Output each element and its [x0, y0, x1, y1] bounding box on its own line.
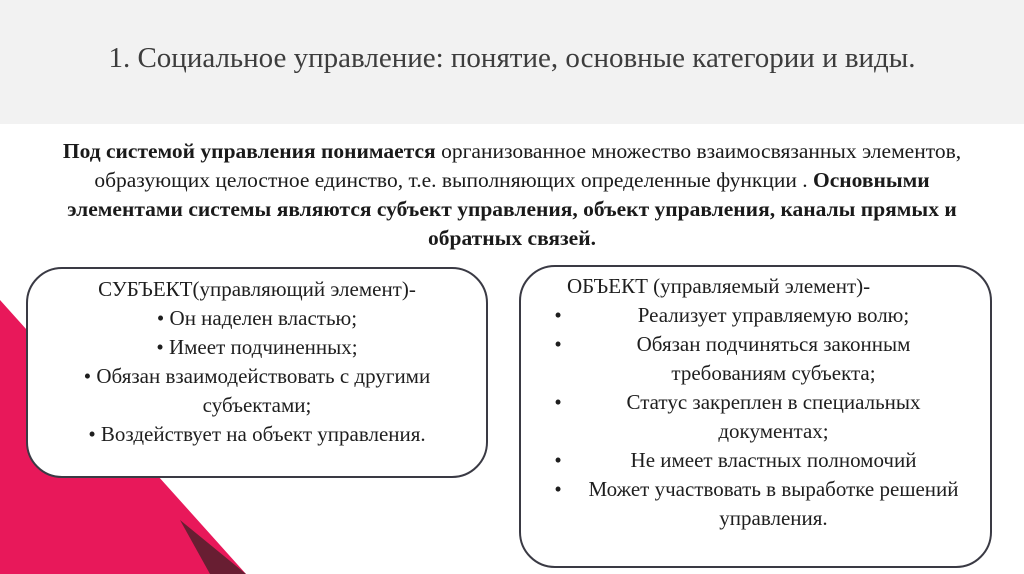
object-item-text: Может участвовать в выработке решений управления.: [588, 477, 959, 530]
slide-title: 1. Социальное управление: понятие, основные категории и виды.: [108, 42, 916, 74]
bullet-icon: •: [554, 477, 562, 501]
object-item: [543, 446, 968, 475]
subject-item: • Обязан взаимодействовать с другими субъектами;: [83, 364, 431, 417]
definition-body: организованное множество взаимосвязанных элементов, образующих целостное единство, т.е. выполняющих определенные функции .: [94, 139, 962, 192]
object-list: [543, 301, 968, 533]
definition-paragraph: [52, 137, 972, 253]
subject-item: • Воздействует на объект управления.: [88, 422, 426, 446]
subject-item: • Он наделен властью;: [156, 306, 358, 330]
bullet-icon: •: [554, 390, 562, 414]
object-item: [543, 388, 968, 446]
bullet-icon: •: [554, 448, 562, 472]
object-item-text: Реализует управляемую волю;: [637, 303, 910, 327]
object-item: [543, 301, 968, 330]
definition-bold-lead: Под системой управления понимается: [62, 139, 436, 163]
subject-list: [44, 304, 470, 449]
subject-box: [26, 267, 488, 478]
bullet-icon: •: [554, 332, 562, 356]
object-item-text: Обязан подчиняться законным требованиям субъекта;: [636, 332, 911, 385]
object-item-text: Не имеет властных полномочий: [630, 448, 917, 472]
object-item-text: Статус закреплен в специальных документах;: [626, 390, 921, 443]
subject-box-title: СУБЪЕКТ(управляющий элемент)-: [98, 277, 416, 301]
subject-item: • Имеет подчиненных;: [156, 335, 358, 359]
definition-bold-elements: Основными элементами системы являются субъект управления, объект управления, каналы прямых и обратных связей.: [67, 168, 957, 250]
object-box: [519, 265, 992, 568]
bullet-icon: •: [554, 303, 562, 327]
object-item: [543, 330, 968, 388]
object-item: [543, 475, 968, 533]
object-box-title: ОБЪЕКТ (управляемый элемент)-: [567, 274, 871, 298]
